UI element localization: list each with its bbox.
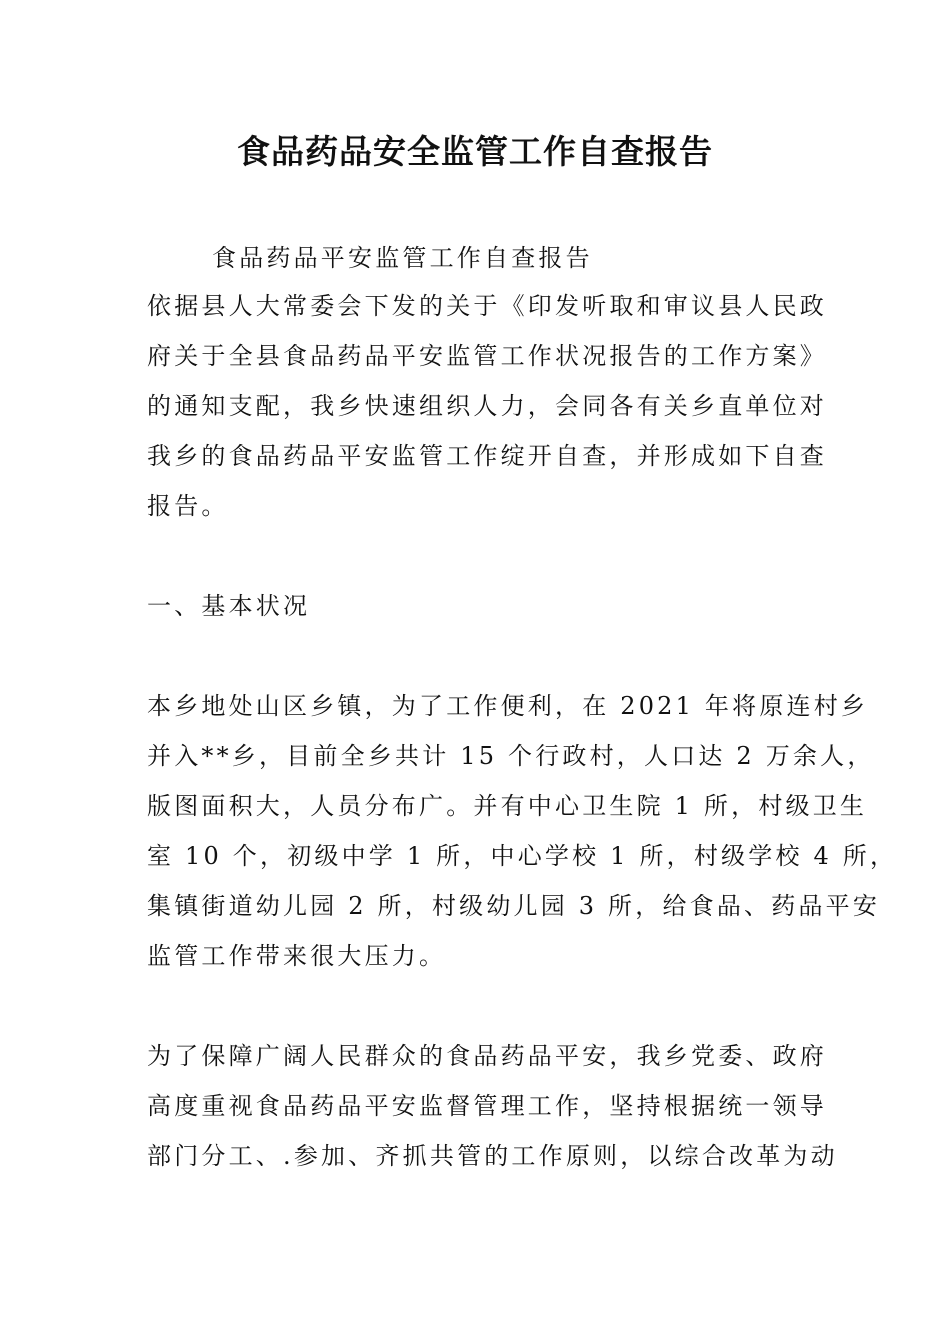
intro-line-1: 依据县人大常委会下发的关于《印发听取和审议县人民政 [147,292,827,320]
intro-line-4: 我乡的食品药品平安监管工作绽开自查，并形成如下自查 [147,442,827,470]
document-title: 食品药品安全监管工作自查报告 [237,132,713,171]
basic-para-line-5: 集镇街道幼儿园 2 所，村级幼儿园 3 所，给食品、药品平安 [147,892,881,920]
basic-para-line-1: 本乡地处山区乡镇，为了工作便利，在 2021 年将原连村乡 [147,692,869,720]
safety-para-line-2: 高度重视食品药品平安监督管理工作，坚持根据统一领导 [147,1092,827,1120]
basic-para-line-2: 并入**乡，目前全乡共计 15 个行政村，人口达 2 万余人， [147,742,875,770]
intro-line-3: 的通知支配，我乡快速组织人力，会同各有关乡直单位对 [147,392,827,420]
intro-line-2: 府关于全县食品药品平安监管工作状况报告的工作方案》 [147,342,827,370]
section-heading-basic: 一、基本状况 [147,592,311,620]
basic-para-line-4: 室 10 个，初级中学 1 所，中心学校 1 所，村级学校 4 所， [147,842,898,870]
intro-line-5: 报告。 [147,492,229,520]
subtitle-line: 食品药品平安监管工作自查报告 [212,244,593,272]
basic-para-line-3: 版图面积大，人员分布广。并有中心卫生院 1 所，村级卫生 [147,792,868,820]
basic-para-line-6: 监管工作带来很大压力。 [147,942,447,970]
safety-para-line-3: 部门分工、.参加、齐抓共管的工作原则，以综合改革为动 [147,1142,838,1170]
safety-para-line-1: 为了保障广阔人民群众的食品药品平安，我乡党委、政府 [147,1042,827,1070]
